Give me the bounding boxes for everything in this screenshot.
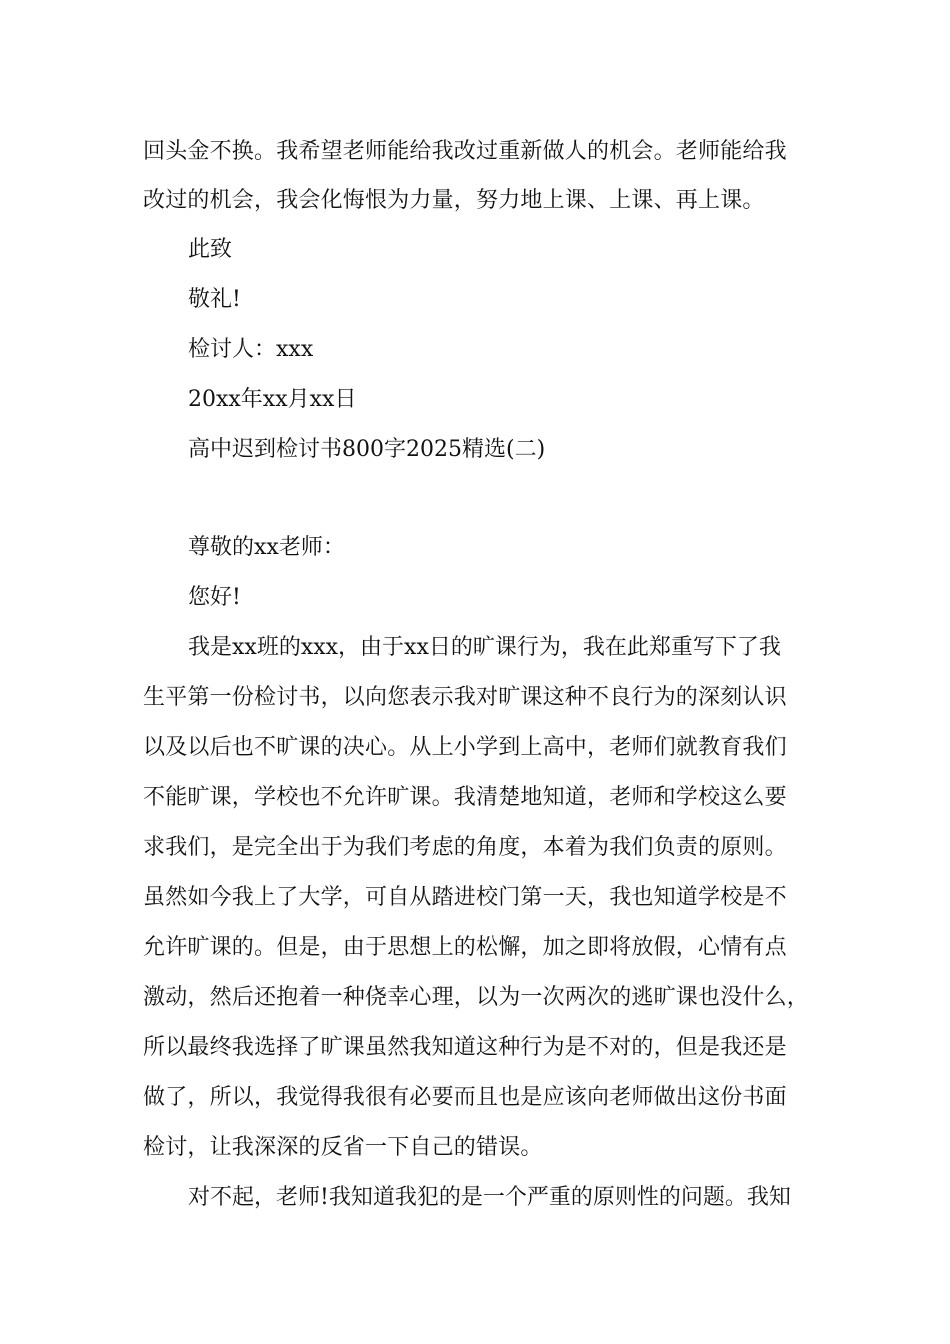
paragraph-line: 检讨，让我深深的反省一下自己的错误。 <box>143 1135 543 1160</box>
closing-respect: 敬礼! <box>188 287 241 312</box>
paragraph-line: 所以最终我选择了旷课虽然我知道这种行为是不对的，但是我还是 <box>143 1035 787 1060</box>
paragraph-line: 以及以后也不旷课的决心。从上小学到上高中，老师们就教育我们 <box>143 735 787 760</box>
greeting-hello: 您好! <box>188 585 241 610</box>
paragraph-line: 生平第一份检讨书，以向您表示我对旷课这种不良行为的深刻认识 <box>143 685 787 710</box>
section-title: 高中迟到检讨书800字2025精选(二) <box>188 437 546 462</box>
paragraph-line: 做了，所以，我觉得我很有必要而且也是应该向老师做出这份书面 <box>143 1085 787 1110</box>
paragraph-line: 虽然如今我上了大学，可自从踏进校门第一天，我也知道学校是不 <box>143 885 787 910</box>
paragraph-line: 求我们，是完全出于为我们考虑的角度，本着为我们负责的原则。 <box>143 835 787 860</box>
paragraph-line: 激动，然后还抱着一种侥幸心理，以为一次两次的逃旷课也没什么， <box>143 985 810 1010</box>
paragraph-line: 我是xx班的xxx，由于xx日的旷课行为，我在此郑重写下了我 <box>188 635 781 660</box>
greeting-addressee: 尊敬的xx老师： <box>188 535 345 560</box>
paragraph-line: 允许旷课的。但是，由于思想上的松懈，加之即将放假，心情有点 <box>143 935 787 960</box>
signature-line: 检讨人：xxx <box>188 337 314 362</box>
text-line: 回头金不换。我希望老师能给我改过重新做人的机会。老师能给我 <box>143 139 787 164</box>
paragraph-line: 不能旷课，学校也不允许旷课。我清楚地知道，老师和学校这么要 <box>143 785 787 810</box>
paragraph-line: 对不起，老师!我知道我犯的是一个严重的原则性的问题。我知 <box>188 1185 791 1210</box>
date-line: 20xx年xx月xx日 <box>188 387 357 412</box>
text-line: 改过的机会，我会化悔恨为力量，努力地上课、上课、再上课。 <box>143 188 765 213</box>
closing-salutation: 此致 <box>188 237 233 262</box>
